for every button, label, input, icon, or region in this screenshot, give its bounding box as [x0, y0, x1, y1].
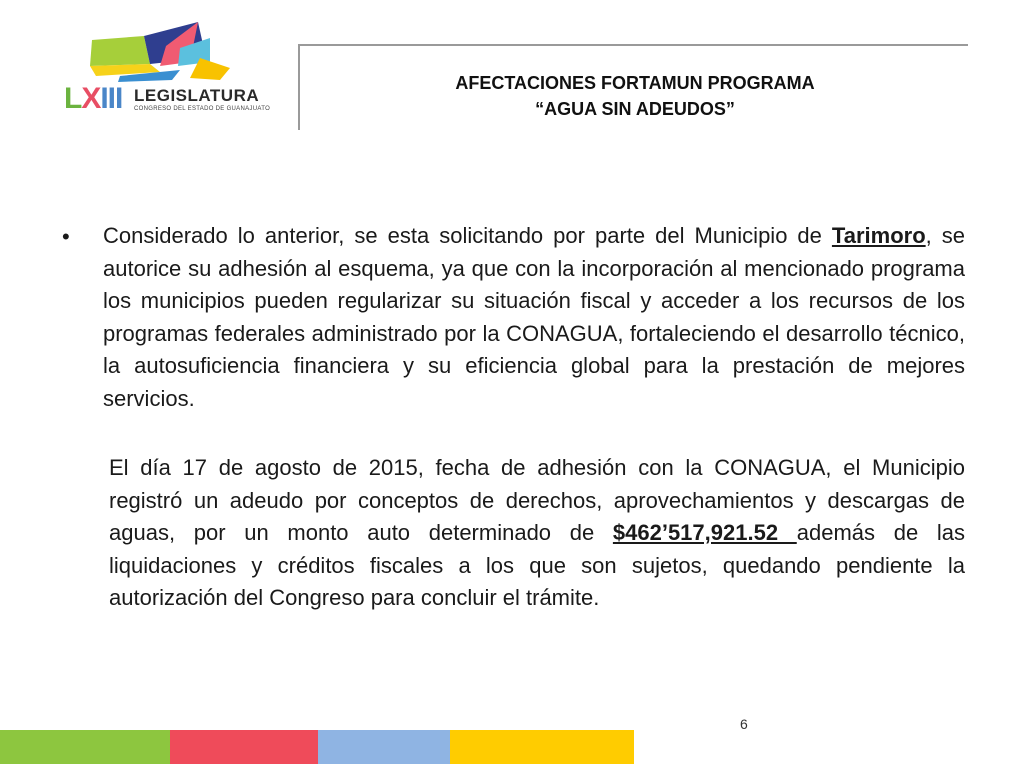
- footer-color-bars: [0, 730, 634, 764]
- footer-bar-yellow: [450, 730, 634, 764]
- paragraph-1: [103, 220, 965, 415]
- logo-subtitle: CONGRESO DEL ESTADO DE GUANAJUATO: [134, 106, 271, 112]
- paragraph-2-text-b: además de las liquidaciones y créditos fiscales a los que son sujetos, quedando pendiente la autorización del Congreso para concluir el trámite.: [109, 520, 965, 610]
- logo-lx-l: L: [64, 82, 82, 115]
- footer-bar-green: [0, 730, 170, 764]
- logo-lxiii: [64, 84, 122, 114]
- logo-name: LEGISLATURA: [134, 86, 260, 105]
- footer-bar-blue: [318, 730, 450, 764]
- page-number: 6: [740, 716, 748, 732]
- footer-bar-red: [170, 730, 318, 764]
- slide-title: [300, 70, 970, 122]
- paragraph-1-text-a: Considerado lo anterior, se esta solicitando por parte del Municipio de: [103, 223, 832, 248]
- logo-lx-iii: III: [100, 82, 123, 115]
- paragraph-2-text-a: El día 17 de agosto de 2015, fecha de adhesión con la CONAGUA, el Municipio registró un adeudo por conceptos de derechos, aprovechamientos y descargas de aguas, por un monto auto determinado de: [109, 455, 965, 545]
- logo-lx-x: X: [81, 82, 101, 115]
- debt-amount: $462’517,921.52: [612, 520, 797, 545]
- slide-title-line1: AFECTACIONES FORTAMUN PROGRAMA: [455, 73, 815, 93]
- bullet-icon: •: [62, 224, 70, 249]
- municipio-name: Tarimoro: [831, 223, 926, 248]
- paragraph-2: [109, 452, 965, 615]
- paragraph-1-text-b: , se autorice su adhesión al esquema, ya que con la incorporación al mencionado programa los municipios pueden regularizar su situación fiscal y acceder a los recursos de los programas federales administrado por la CONAGUA, fortaleciendo el desarrollo técnico, la autosuficiencia financiera y su eficiencia global para la prestación de mejores servicios.: [103, 223, 965, 411]
- slide-title-line2: “AGUA SIN ADEUDOS”: [535, 99, 735, 119]
